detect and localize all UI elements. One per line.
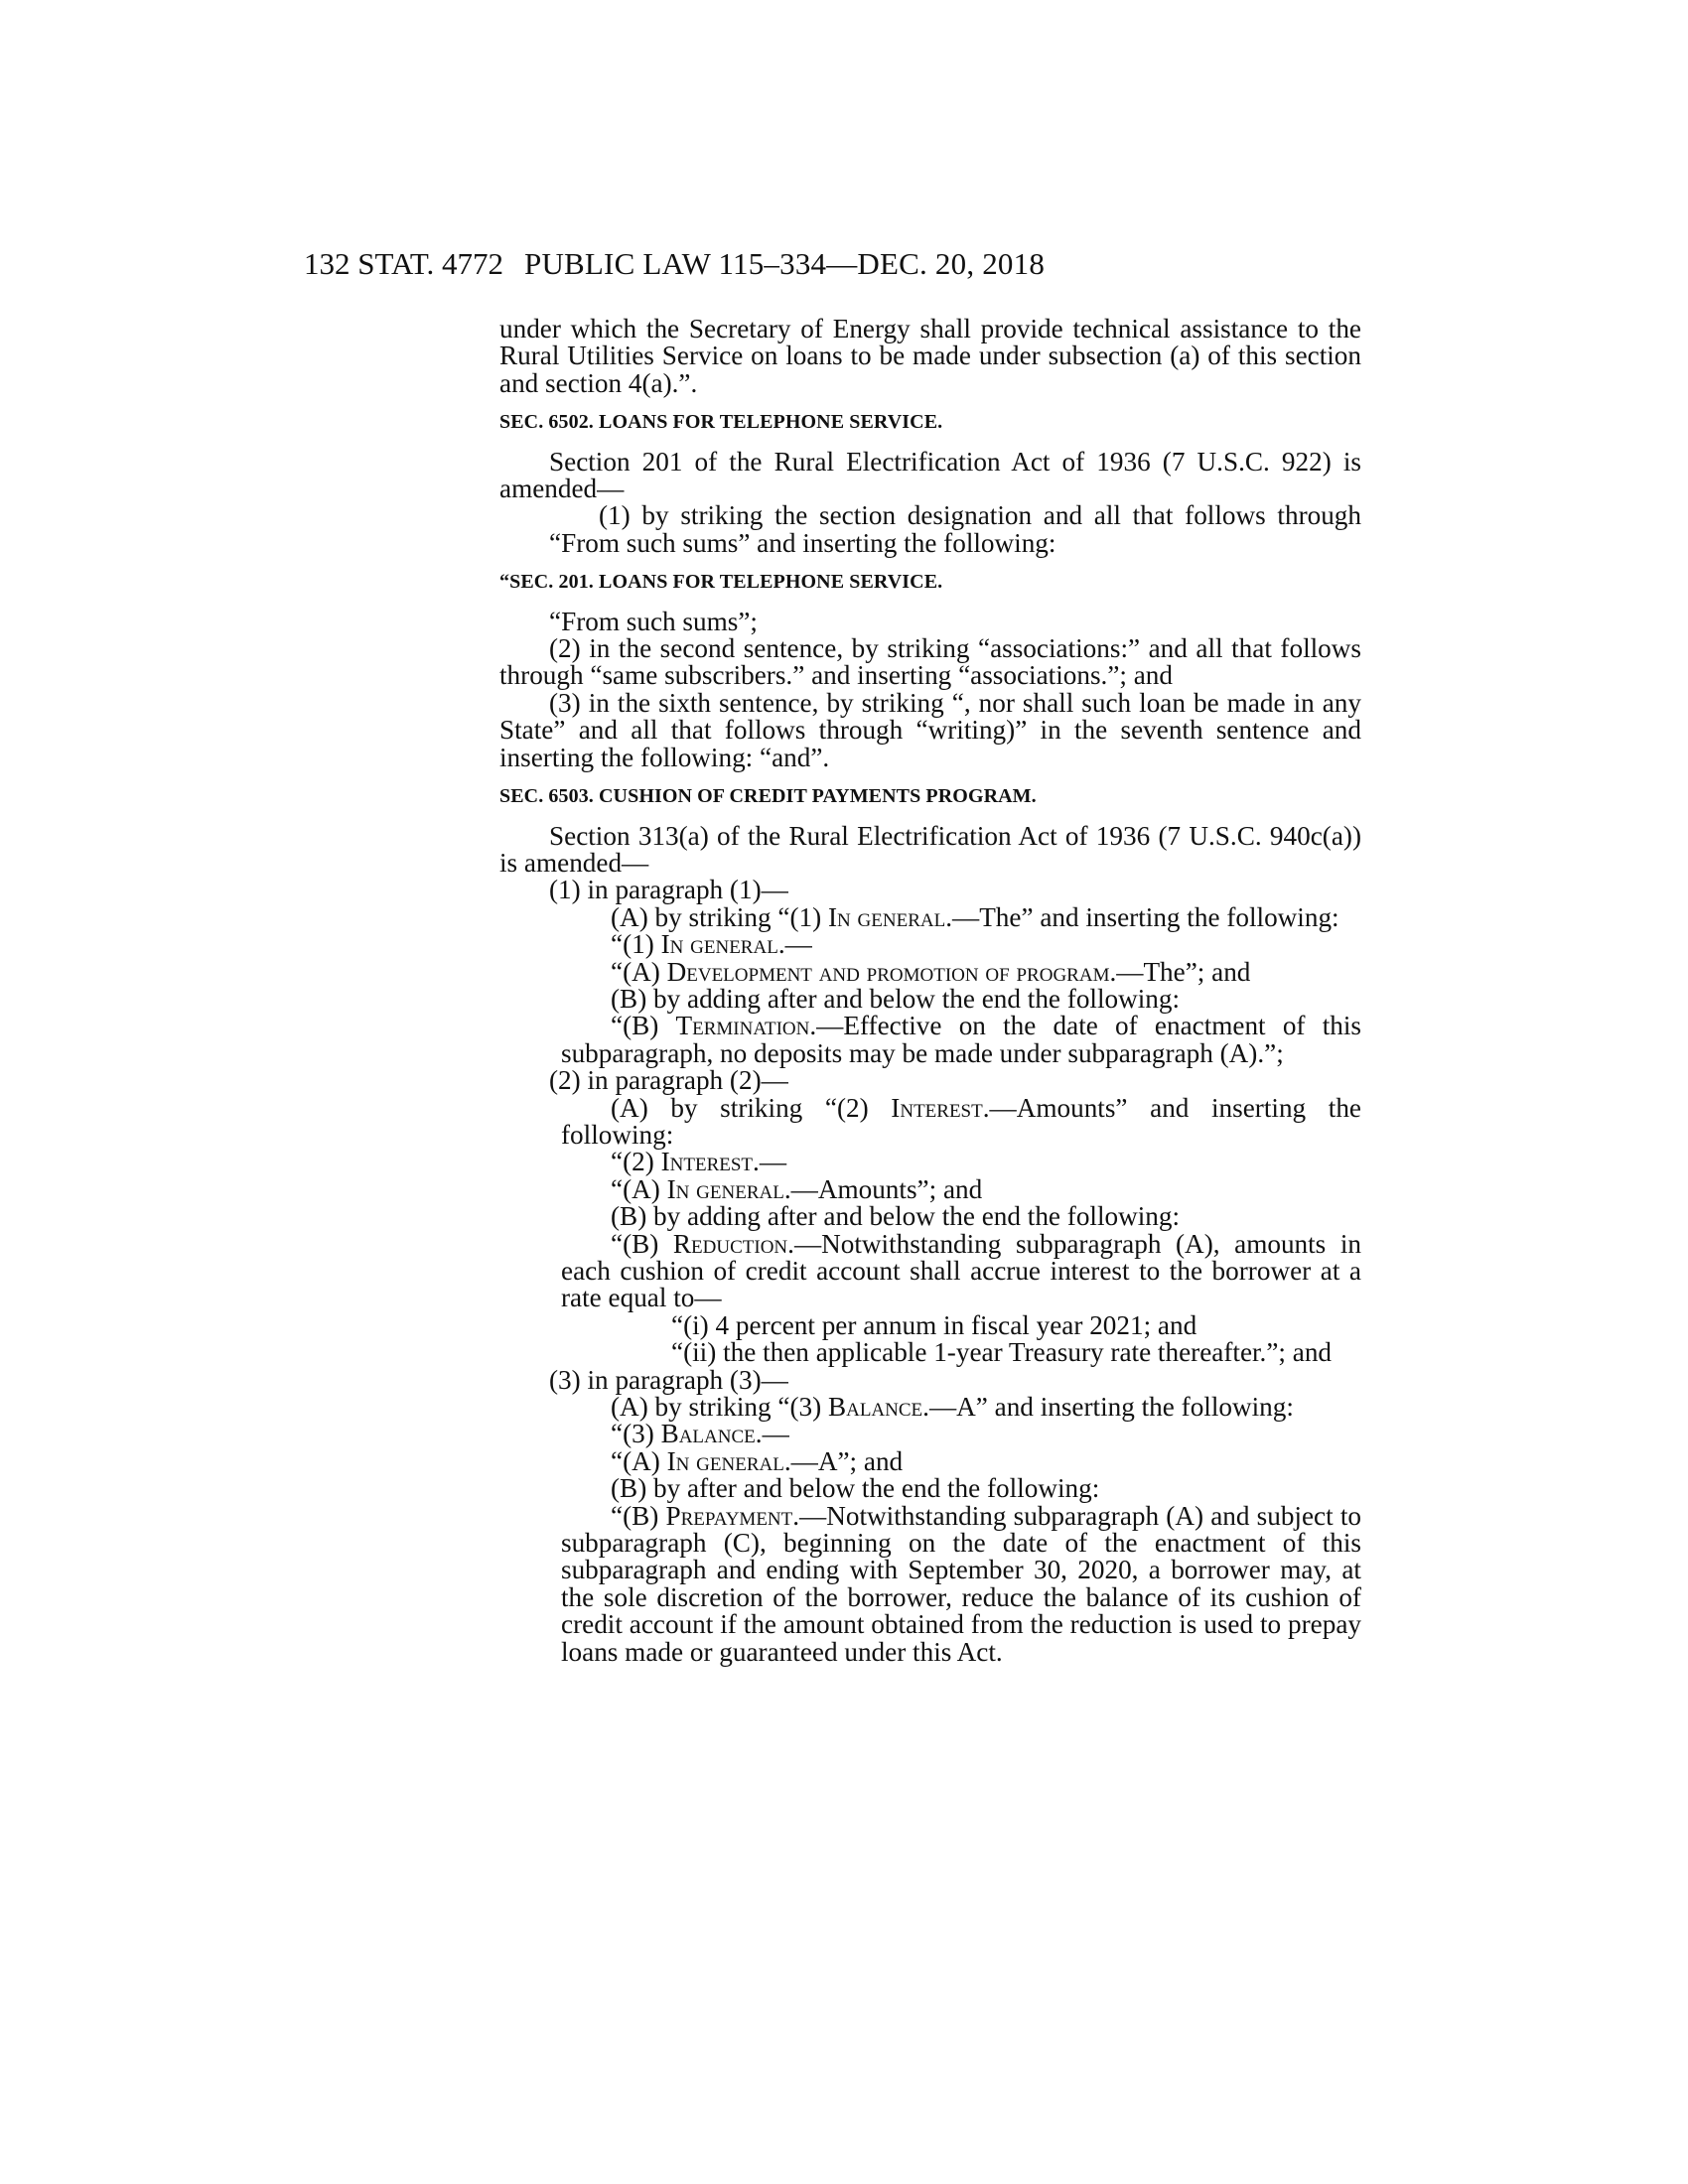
paragraph: “From such sums”; (549, 606, 758, 636)
paragraph: (2) in paragraph (2)— (549, 1065, 788, 1096)
paragraph: “(B) Reduction.—Notwithstanding subparagraph (A), amounts in each cushion of credit account shall accrue interest to the borrower at a rate equal to— (561, 1228, 1361, 1313)
paragraph: (A) by striking “(3) Balance.—A” and inserting the following: (611, 1392, 1294, 1423)
paragraph: “(A) Development and promotion of program.—The”; and (611, 956, 1251, 987)
paragraph: Section 313(a) of the Rural Electrification Act of 1936 (7 U.S.C. 940c(a)) is amended— (499, 820, 1361, 878)
paragraph: “(ii) the then applicable 1-year Treasury rate thereafter.”; and (671, 1337, 1333, 1368)
paragraph: (B) by adding after and below the end the following: (611, 1201, 1181, 1232)
paragraph: (A) by striking “(1) In general.—The” and inserting the following: (611, 901, 1339, 932)
paragraph: (B) by after and below the end the following: (611, 1473, 1100, 1504)
document-body (499, 316, 1361, 1666)
paragraph: (3) in the sixth sentence, by striking “, nor shall such loan be made in any State” and all that follows through “writing)” in the seventh sentence and inserting the following: “and”. (499, 687, 1361, 772)
paragraph: “(3) Balance.— (611, 1419, 789, 1449)
public-law-title: PUBLIC LAW 115–334—DEC. 20, 2018 (524, 246, 1046, 281)
section-heading-6503: SEC. 6503. CUSHION OF CREDIT PAYMENTS PROGRAM. (499, 785, 1037, 808)
paragraph: “(1) In general.— (611, 929, 812, 960)
paragraph: “(B) Prepayment.—Notwithstanding subparagraph (A) and subject to subparagraph (C), beginning on the date of the enactment of this subparagraph and ending with September 30, 2020, a borrower may, at the sole discretion of the borrower, reduce the balance of its cushion of credit account if the amount obtained from the reduction is used to prepay loans made or guaranteed under this Act. (561, 1500, 1361, 1667)
paragraph: “(i) 4 percent per annum in fiscal year 2021; and (671, 1309, 1197, 1340)
paragraph: (B) by adding after and below the end the following: (611, 983, 1181, 1014)
paragraph: “(2) Interest.— (611, 1147, 787, 1177)
section-heading-6502: SEC. 6502. LOANS FOR TELEPHONE SERVICE. (499, 411, 943, 434)
paragraph: (3) in paragraph (3)— (549, 1364, 788, 1395)
section-heading-201: “SEC. 201. LOANS FOR TELEPHONE SERVICE. (499, 571, 943, 594)
page-header (304, 246, 1217, 292)
paragraph: (1) by striking the section designation and all that follows through “From such sums” and inserting the following: (549, 500, 1361, 558)
paragraph: Section 201 of the Rural Electrification Act of 1936 (7 U.S.C. 922) is amended— (499, 446, 1361, 504)
paragraph: “(A) In general.—Amounts”; and (611, 1173, 983, 1204)
paragraph: “(A) In general.—A”; and (611, 1445, 904, 1476)
paragraph: (A) by striking “(2) Interest.—Amounts” and inserting the following: (561, 1092, 1361, 1150)
paragraph: under which the Secretary of Energy shall provide technical assistance to the Rural Utilities Service on loans to be made under subsection (a) of this section and section 4(a).”. (499, 314, 1361, 398)
paragraph: (2) in the second sentence, by striking “associations:” and all that follows through “same subscribers.” and inserting “associations.”; and (499, 633, 1361, 691)
paragraph: “(B) Termination.—Effective on the date of enactment of this subparagraph, no deposits may be made under subparagraph (A).”; (561, 1011, 1361, 1068)
paragraph: (1) in paragraph (1)— (549, 875, 788, 905)
stat-page-number: 132 STAT. 4772 (304, 246, 504, 281)
